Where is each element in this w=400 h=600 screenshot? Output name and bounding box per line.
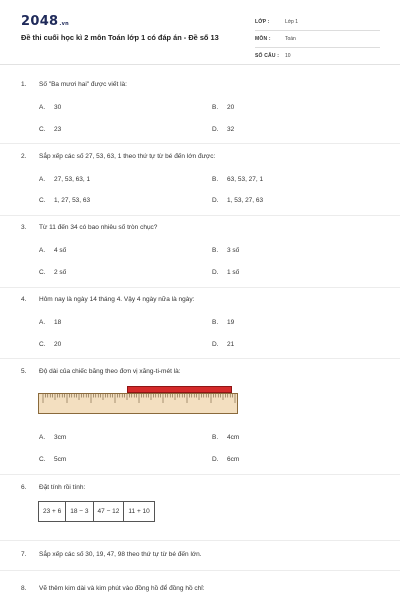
exam-meta [255,15,380,66]
meta-label: SỐ CÂU : [255,53,280,59]
option-a[interactable]: A. 30 [39,104,62,111]
option-b[interactable]: B. 4cm [212,434,240,441]
question-text: Từ 11 đến 34 có bao nhiêu số tròn chục? [39,224,158,231]
question-text: Vẽ thêm kim dài và kim phút vào đồng hồ để đồng hồ chỉ: [39,585,205,592]
option-c[interactable]: C. 20 [39,341,62,348]
option-b[interactable]: B. 63, 53, 27, 1 [212,176,264,183]
calc-cell: 47 − 12 [93,502,124,522]
question-divider [0,358,400,359]
option-a[interactable]: A. 3cm [39,434,67,441]
question-number: 2. [21,153,27,160]
red-tape-strip [127,386,232,393]
question-number: 3. [21,224,27,231]
meta-subject-row [255,32,380,48]
meta-value: Lớp 1 [285,19,299,25]
option-b[interactable]: B. 19 [212,319,235,326]
site-logo[interactable] [21,14,69,29]
option-d[interactable]: D. 6cm [212,456,240,463]
header-divider [0,64,400,65]
calculation-table [38,501,155,522]
exam-title: Đề thi cuối học kì 2 môn Toán lớp 1 có đáp án - Đề số 13 [21,33,219,42]
question-number: 1. [21,81,27,88]
question-divider [0,570,400,571]
calc-cell: 18 − 3 [66,502,93,522]
meta-label: MÔN : [255,36,271,42]
question-text: Hôm nay là ngày 14 tháng 4. Vậy 4 ngày nữa là ngày: [39,296,195,303]
option-c[interactable]: C. 23 [39,126,62,133]
question-divider [0,143,400,144]
meta-label: LỚP : [255,19,270,25]
calc-cell: 11 + 10 [124,502,154,522]
meta-value: Toán [285,36,296,42]
question-text: Số "Ba mươi hai" được viết là: [39,81,127,88]
meta-value: 10 [285,53,291,59]
logo-domain: .vn [59,21,70,27]
option-c[interactable]: C. 2 số [39,269,67,276]
option-c[interactable]: C. 1, 27, 53, 63 [39,197,91,204]
question-divider [0,540,400,541]
question-number: 4. [21,296,27,303]
option-c[interactable]: C. 5cm [39,456,67,463]
option-b[interactable]: B. 3 số [212,247,240,254]
option-d[interactable]: D. 1, 53, 27, 63 [212,197,264,204]
question-divider [0,287,400,288]
option-d[interactable]: D. 1 số [212,269,240,276]
ruler [38,393,238,414]
question-text: Đặt tính rồi tính: [39,484,86,491]
option-d[interactable]: D. 32 [212,126,235,133]
question-number: 8. [21,585,27,592]
question-text: Độ dài của chiếc băng theo đơn vị xăng-ti-mét là: [39,368,181,375]
question-text: Sắp xếp các số 30, 19, 47, 98 theo thứ tự từ bé đến lớn. [39,551,202,558]
meta-count-row [255,49,380,65]
logo-text: 2048 [21,14,59,29]
option-a[interactable]: A. 18 [39,319,62,326]
question-number: 5. [21,368,27,375]
option-a[interactable]: A. 27, 53, 63, 1 [39,176,91,183]
option-d[interactable]: D. 21 [212,341,235,348]
question-number: 7. [21,551,27,558]
meta-grade-row [255,15,380,31]
question-divider [0,215,400,216]
calc-cell: 23 + 6 [39,502,66,522]
ruler-ticks [39,394,239,415]
option-a[interactable]: A. 4 số [39,247,67,254]
option-b[interactable]: B. 20 [212,104,235,111]
question-divider [0,474,400,475]
question-text: Sắp xếp các số 27, 53, 63, 1 theo thứ tự từ bé đến lớn được: [39,153,216,160]
ruler-figure [38,386,238,418]
question-number: 6. [21,484,27,491]
